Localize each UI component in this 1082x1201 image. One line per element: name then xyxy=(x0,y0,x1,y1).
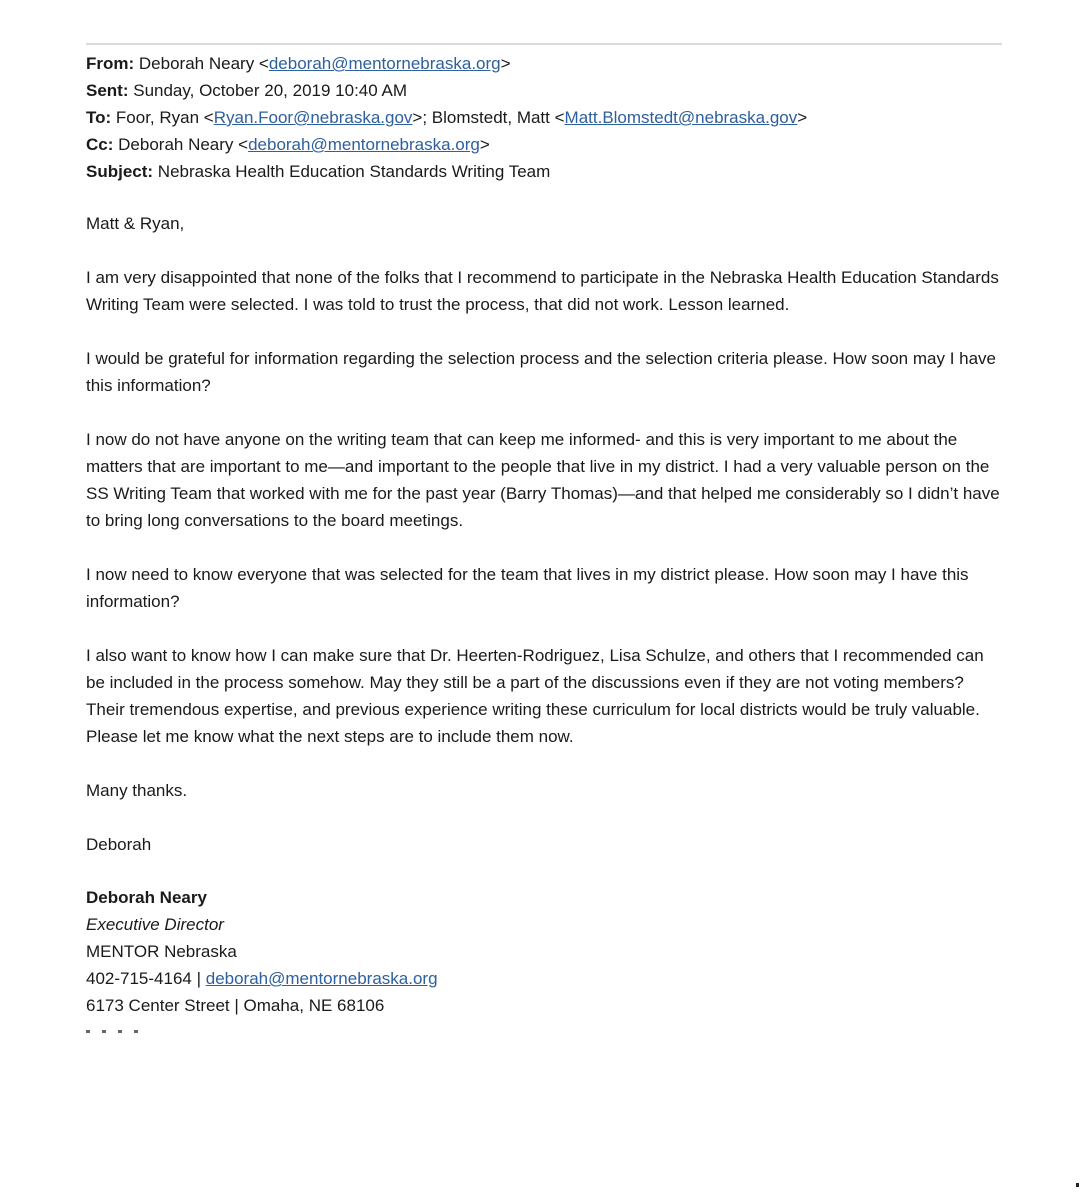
signature-name: Deborah Neary xyxy=(86,888,207,907)
signature-org: MENTOR Nebraska xyxy=(86,942,237,961)
cut-off-text-fragment xyxy=(86,1030,166,1038)
body-paragraph-2: I would be grateful for information regarding the selection process and the selection criteria please. How soon may I have this information? xyxy=(86,349,996,395)
subject-line xyxy=(86,158,1002,185)
sent-label: Sent: xyxy=(86,81,129,100)
body-paragraph-1: I am very disappointed that none of the folks that I recommend to participate in the Nebraska Health Education Standards Writing Team were selected. I was told to trust the process, that did not work. Lesson learned. xyxy=(86,268,999,314)
signature-phone: 402-715-4164 | xyxy=(86,969,206,988)
header-divider xyxy=(86,43,1002,45)
subject-label: Subject: xyxy=(86,162,154,181)
body-paragraph-3: I now do not have anyone on the writing team that can keep me informed- and this is very important to me about the matters that are important to me—and important to the people that live in my district. I had a very valuable person on the SS Writing Team that worked with me for the past year (Barry Thomas)—and that helped me considerably so I didn’t have to bring long conversations to the board meetings. xyxy=(86,430,1000,530)
from-name: Deborah Neary < xyxy=(138,54,269,73)
cc-close: > xyxy=(479,135,490,154)
signature-title: Executive Director xyxy=(86,915,224,934)
from-label: From: xyxy=(86,54,135,73)
email-header xyxy=(86,50,1002,185)
to-email-link-2[interactable]: Matt.Blomstedt@nebraska.gov xyxy=(564,108,798,127)
sent-line xyxy=(86,77,1002,104)
subject-value: Nebraska Health Education Standards Writing Team xyxy=(157,162,551,181)
cc-label: Cc: xyxy=(86,135,114,154)
closing: Many thanks. xyxy=(86,781,188,800)
signature-contact xyxy=(86,965,1002,992)
greeting: Matt & Ryan, xyxy=(86,214,185,233)
from-close: > xyxy=(500,54,511,73)
to-name-1: Foor, Ryan < xyxy=(115,108,214,127)
signoff: Deborah xyxy=(86,835,152,854)
signature-block xyxy=(86,884,1002,1019)
email-body xyxy=(86,210,1002,885)
from-line xyxy=(86,50,1002,77)
to-separator: >; Blomstedt, Matt < xyxy=(412,108,565,127)
cc-line xyxy=(86,131,1002,158)
signature-address: 6173 Center Street | Omaha, NE 68106 xyxy=(86,996,385,1015)
to-email-link-1[interactable]: Ryan.Foor@nebraska.gov xyxy=(213,108,413,127)
body-paragraph-4: I now need to know everyone that was selected for the team that lives in my district please. How soon may I have this information? xyxy=(86,565,969,611)
cc-email-link[interactable]: deborah@mentornebraska.org xyxy=(248,135,480,154)
to-line xyxy=(86,104,1002,131)
to-close: > xyxy=(797,108,808,127)
to-label: To: xyxy=(86,108,112,127)
edge-mark xyxy=(1076,1183,1079,1187)
from-email-link[interactable]: deborah@mentornebraska.org xyxy=(268,54,501,73)
body-paragraph-5: I also want to know how I can make sure that Dr. Heerten-Rodriguez, Lisa Schulze, and others that I recommended can be included in the process somehow. May they still be a part of the discussions even if they are not voting members? Their tremendous expertise, and previous experience writing these curriculum for local districts would be truly valuable. Please let me know what the next steps are to include them now. xyxy=(86,646,984,746)
sent-value: Sunday, October 20, 2019 10:40 AM xyxy=(133,81,407,100)
cc-name: Deborah Neary < xyxy=(118,135,249,154)
signature-email-link[interactable]: deborah@mentornebraska.org xyxy=(205,969,438,988)
